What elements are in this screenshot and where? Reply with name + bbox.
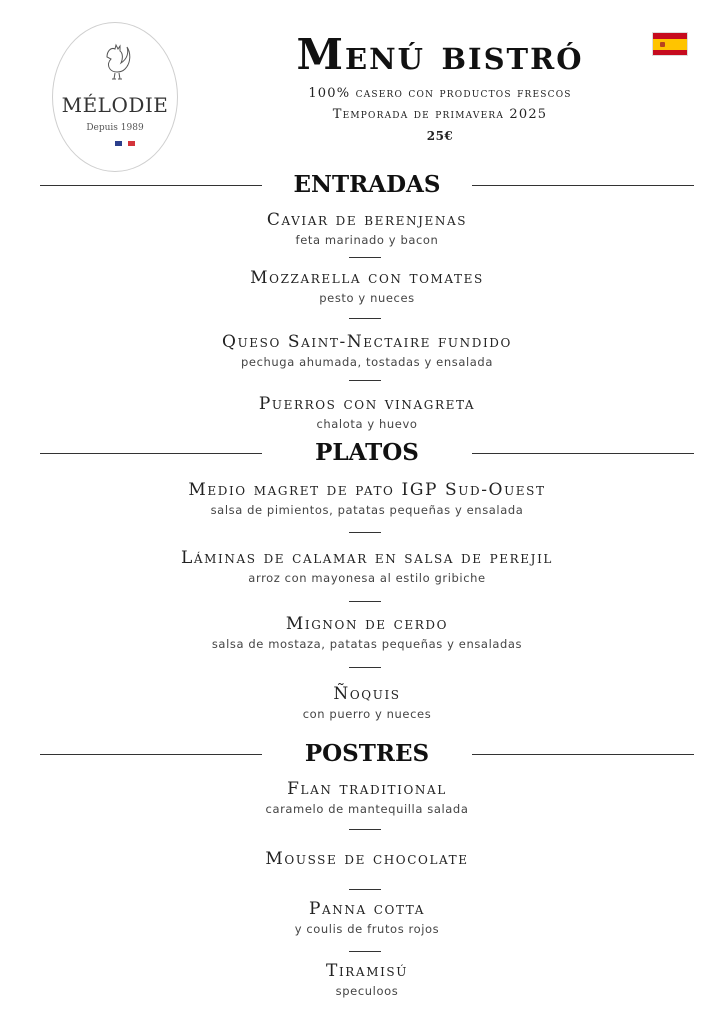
dish-description: chalota y huevo — [316, 417, 418, 431]
french-flag-icon — [115, 141, 135, 146]
dish-name: Panna cotta — [308, 899, 426, 919]
menu-item — [62, 613, 672, 653]
dish-description: pechuga ahumada, tostadas y ensalada — [241, 355, 493, 369]
dish-description: y coulis de frutos rojos — [294, 922, 440, 936]
menu-item — [62, 267, 672, 307]
menu-item — [62, 209, 672, 249]
section-header-platos — [40, 439, 694, 469]
tagline: 100% casero con productos frescos — [308, 86, 572, 101]
dish-description: caramelo de mantequilla salada — [265, 802, 469, 816]
item-separator — [349, 380, 381, 381]
item-separator — [349, 318, 381, 319]
menu-item — [62, 547, 672, 587]
rooster-icon — [101, 43, 131, 81]
item-separator — [349, 829, 381, 830]
dish-name: Láminas de calamar en salsa de perejil — [181, 548, 553, 568]
dish-description: con puerro y nueces — [302, 707, 432, 721]
menu-item — [62, 393, 672, 433]
dish-description: pesto y nueces — [319, 291, 415, 305]
dish-name: Mignon de cerdo — [285, 614, 449, 634]
item-separator — [349, 601, 381, 602]
menu-item — [62, 848, 672, 870]
menu-item — [62, 683, 672, 723]
section-header-entradas — [40, 171, 694, 201]
dish-description: speculoos — [335, 984, 399, 998]
section-title: PLATOS — [315, 439, 419, 466]
section-title: POSTRES — [304, 740, 430, 767]
section-title: ENTRADAS — [293, 171, 441, 198]
divider-line — [40, 185, 262, 186]
price: 25€ — [426, 129, 454, 143]
dish-description: salsa de pimientos, patatas pequeñas y ensalada — [210, 503, 524, 517]
dish-description: arroz con mayonesa al estilo gribiche — [248, 571, 486, 585]
season: Temporada de primavera 2025 — [332, 107, 548, 122]
menu-title: Menú bistró — [296, 30, 584, 79]
restaurant-logo — [52, 22, 178, 172]
divider-line — [472, 754, 694, 755]
menu-item — [62, 960, 672, 1000]
item-separator — [349, 257, 381, 258]
item-separator — [349, 667, 381, 668]
divider-line — [40, 453, 262, 454]
item-separator — [349, 532, 381, 533]
divider-line — [472, 185, 694, 186]
divider-line — [472, 453, 694, 454]
dish-name: Flan traditional — [287, 779, 447, 799]
dish-name: Ñoquis — [333, 684, 401, 704]
dish-name: Caviar de berenjenas — [266, 210, 468, 230]
dish-name: Mousse de chocolate — [265, 849, 469, 869]
menu-item — [62, 331, 672, 371]
divider-line — [40, 754, 262, 755]
menu-item — [62, 898, 672, 938]
dish-name: Queso Saint-Nectaire fundido — [222, 332, 512, 352]
dish-name: Puerros con vinagreta — [258, 394, 476, 414]
dish-name: Tiramisú — [326, 961, 408, 981]
menu-item — [62, 479, 672, 519]
dish-description: feta marinado y bacon — [295, 233, 439, 247]
logo-since: Depuis 1989 — [86, 123, 144, 133]
dish-name: Medio magret de pato IGP Sud-Ouest — [188, 480, 546, 500]
logo-name: MÉLODIE — [61, 93, 169, 117]
dish-name: Mozzarella con tomates — [250, 268, 484, 288]
dish-description: salsa de mostaza, patatas pequeñas y ensaladas — [211, 637, 523, 651]
section-header-postres — [40, 740, 694, 770]
item-separator — [349, 889, 381, 890]
item-separator — [349, 951, 381, 952]
menu-item — [62, 778, 672, 818]
